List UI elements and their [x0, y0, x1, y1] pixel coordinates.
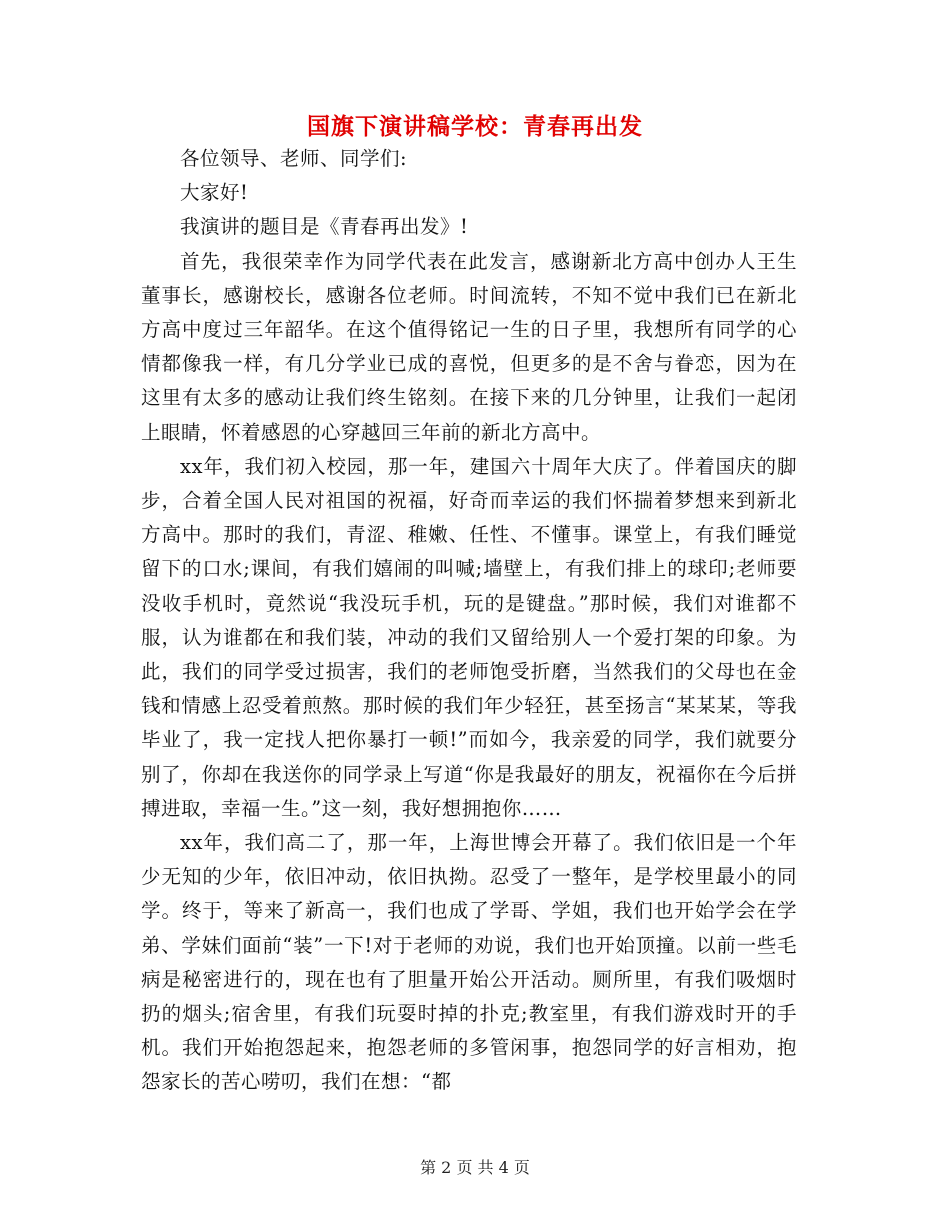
footer-suffix: 页	[513, 1158, 530, 1177]
footer-middle: 页 共	[456, 1158, 494, 1177]
salutation: 各位领导、老师、同学们:	[180, 147, 408, 170]
footer-total-pages: 4	[498, 1158, 509, 1177]
paragraph: 首先，我很荣幸作为同学代表在此发言，感谢新北方高中创办人王生董事长，感谢校长，感谢各位老师。时间流转，不知不觉中我们已在新北方高中度过三年韶华。在这个值得铭记一生的日子里，我想所有同学的心情都像我一样，有几分学业已成的喜悦，但更多的是不舍与眷恋，因为在这里有太多的感动让我们终生铭刻。在接下来的几分钟里，让我们一起闭上眼睛，怀着感恩的心穿越回三年前的新北方高中。	[141, 249, 797, 444]
document-body	[141, 142, 797, 1100]
document-title: 国旗下演讲稿学校：青春再出发	[307, 113, 643, 140]
page-footer	[0, 1155, 950, 1178]
footer-prefix: 第	[420, 1158, 437, 1177]
speech-topic: 我演讲的题目是《青春再出发》!	[180, 215, 469, 239]
greeting: 大家好!	[180, 181, 249, 205]
paragraph: xx年，我们初入校园，那一年，建国六十周年大庆了。伴着国庆的脚步，合着全国人民对祖国的祝福，好奇而幸运的我们怀揣着梦想来到新北方高中。那时的我们，青涩、稚嫩、任性、不懂事。课堂上，有我们睡觉留下的口水;课间，有我们嬉闹的叫喊;墙壁上，有我们排上的球印;老师要没收手机时，竟然说“我没玩手机，玩的是键盘。”那时候，我们对谁都不服，认为谁都在和我们装，冲动的我们又留给别人一个爱打架的印象。为此，我们的同学受过损害，我们的老师饱受折磨，当然我们的父母也在金钱和情感上忍受着煎熬。那时候的我们年少轻狂，甚至扬言“某某某，等我毕业了，我一定找人把你暴打一顿!”而如今，我亲爱的同学，我们就要分别了，你却在我送你的同学录上写道“你是我最好的朋友，祝福你在今后拼搏进取，幸福一生。”这一刻，我好想拥抱你……	[141, 454, 797, 820]
paragraph: xx年，我们高二了，那一年，上海世博会开幕了。我们依旧是一个年少无知的少年，依旧冲动，依旧执拗。忍受了一整年，是学校里最小的同学。终于，等来了新高一，我们也成了学哥、学姐，我们也开始学会在学弟、学妹们面前“装”一下!对于老师的劝说，我们也开始顶撞。以前一些毛病是秘密进行的，现在也有了胆量开始公开活动。厕所里，有我们吸烟时扔的烟头;宿舍里，有我们玩耍时掉的扑克;教室里，有我们游戏时开的手机。我们开始抱怨起来，抱怨老师的多管闲事，抱怨同学的好言相劝，抱怨家长的苦心唠叨，我们在想：“都	[141, 831, 797, 1094]
footer-page-number: 2	[441, 1158, 452, 1177]
